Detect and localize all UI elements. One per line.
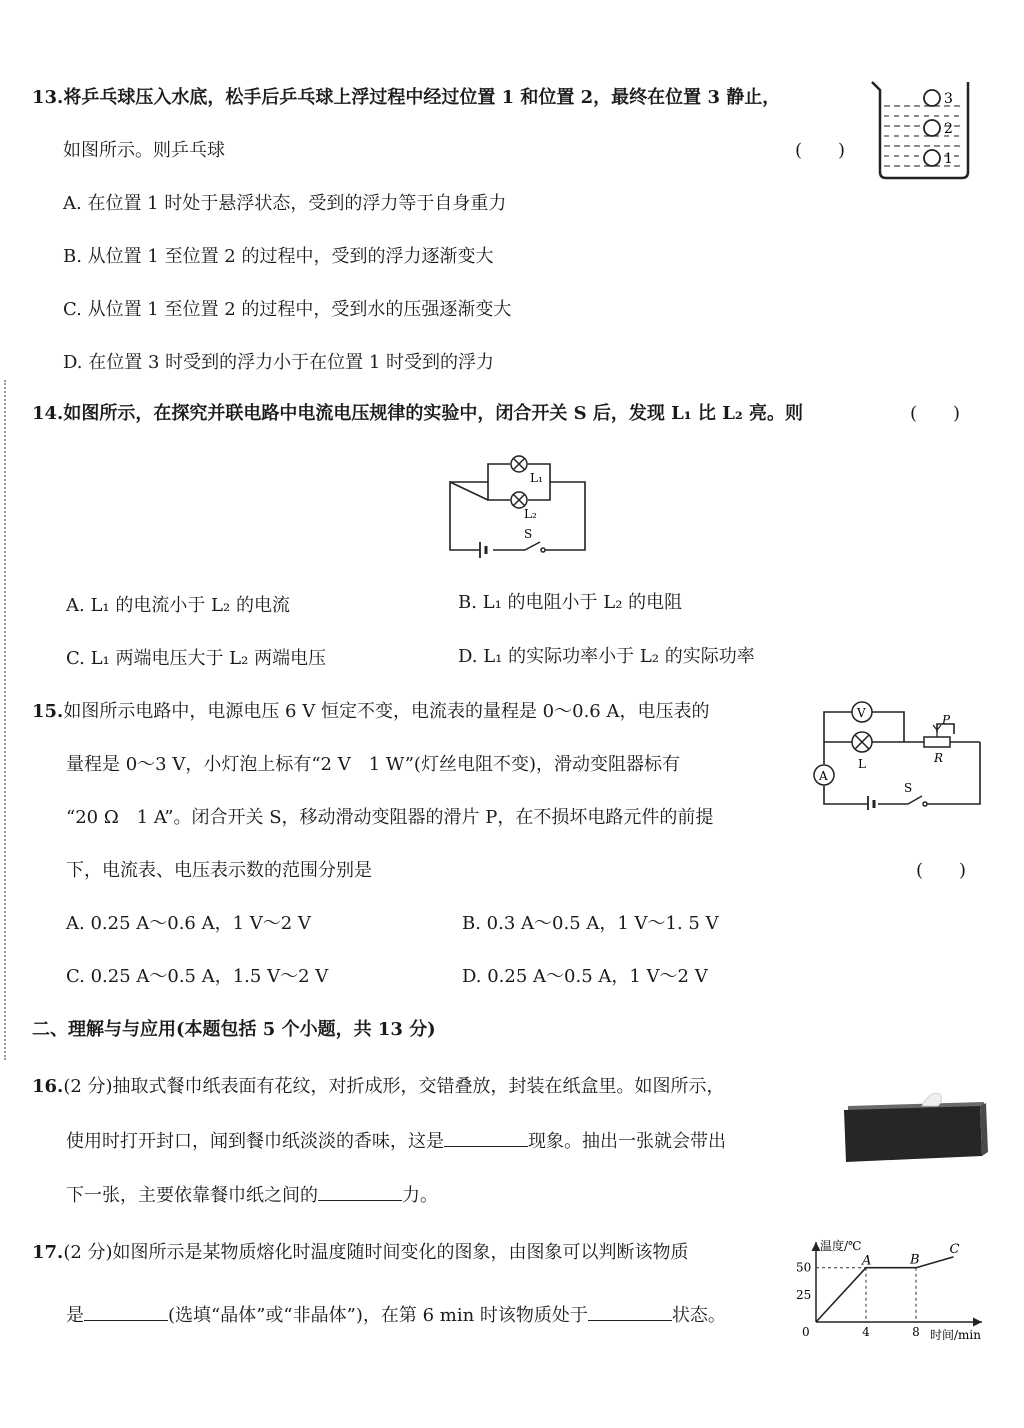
label-2: 2 (944, 121, 953, 137)
q16-text-line2a: 使用时打开封口，闻到餐巾纸淡淡的香味，这是 (66, 1131, 444, 1152)
q15-circuit-figure (806, 694, 986, 810)
rheostat-label: R (934, 751, 944, 765)
q15-option-d: D. 0.25 A～0.5 A，1 V～2 V (462, 966, 708, 987)
lamp-label: L (858, 757, 866, 771)
point-label-c: C (949, 1241, 960, 1257)
q17-text-line1: (2 分)如图所示是某物质熔化时温度随时间变化的图象，由图象可以判断该物质 (63, 1242, 689, 1263)
series-line (816, 1257, 954, 1322)
x-tick-4: 4 (862, 1325, 870, 1339)
q16-text-line1: (2 分)抽取式餐巾纸表面有花纹，对折成形，交错叠放，封装在纸盒里。如图所示， (63, 1076, 725, 1097)
q15-option-a: A. 0.25 A～0.6 A，1 V～2 V (66, 913, 311, 934)
q14-option-c: C. L₁ 两端电压大于 L₂ 两端电压 (66, 648, 327, 669)
lamp-l2 (511, 492, 527, 508)
q17-blank-2[interactable] (588, 1302, 672, 1321)
ball-position-2 (924, 120, 940, 136)
label-1: 1 (944, 151, 953, 167)
q17-blank-1[interactable] (84, 1302, 168, 1321)
q13-beaker-figure (866, 76, 976, 186)
label-3: 3 (944, 91, 953, 107)
switch-s (908, 796, 927, 806)
voltmeter-label: V (857, 706, 866, 720)
q16-blank-2[interactable] (318, 1182, 402, 1201)
slider-label: P (942, 713, 951, 727)
q16-line2 (66, 1128, 726, 1154)
q13-option-c: C. 从位置 1 至位置 2 的过程中，受到水的压强逐渐变大 (63, 299, 512, 320)
switch-label: S (904, 781, 913, 795)
q13-stem-line1: 将乒乓球压入水底，松手后乒乓球上浮过程中经过位置 1 和位置 2，最终在位置 3 静止， (63, 87, 781, 108)
q14-option-b: B. L₁ 的电阻小于 L₂ 的电阻 (458, 592, 683, 613)
label-l1: L₁ (530, 471, 543, 485)
q13-stem-line2: 如图所示。则乒乓球 (63, 140, 225, 161)
q15-stem-line2: 量程是 0～3 V，小灯泡上标有“2 V 1 W”(灯丝电阻不变)，滑动变阻器标有 (66, 754, 680, 775)
q17-line2 (66, 1302, 726, 1328)
point-label-b: B (910, 1252, 920, 1268)
q15-stem-line1: 如图所示电路中，电源电压 6 V 恒定不变，电流表的量程是 0～0.6 A，电压表的 (63, 701, 710, 722)
q13-option-d: D. 在位置 3 时受到的浮力小于在位置 1 时受到的浮力 (63, 352, 495, 373)
q17-line1 (32, 1241, 689, 1265)
q14-circuit-figure (440, 450, 600, 560)
q16-line1 (32, 1075, 725, 1099)
ammeter-label: A (819, 769, 828, 783)
q14-line1 (32, 402, 803, 426)
q15-number: 15. (32, 701, 64, 722)
ball-position-1 (924, 150, 940, 166)
margin-dotted-line (4, 380, 6, 1060)
lamp-l1 (511, 456, 527, 472)
q13-line1 (32, 86, 780, 110)
q17-text-line2a: 是 (66, 1305, 84, 1326)
q17-text-line2b: (选填“晶体”或“非晶体”)，在第 6 min 时该物质处于 (168, 1305, 588, 1326)
label-l2: L₂ (524, 507, 537, 521)
wire-outer (450, 482, 488, 550)
q15-stem-line4: 下，电流表、电压表示数的范围分别是 (66, 860, 372, 881)
q15-option-b: B. 0.3 A～0.5 A，1 V～1. 5 V (462, 913, 719, 934)
q16-text-line2b: 现象。抽出一张就会带出 (528, 1131, 726, 1152)
tissue-box-front (844, 1106, 982, 1162)
point-label-a: A (862, 1253, 872, 1269)
lamp-l (852, 732, 872, 752)
label-s: S (524, 527, 533, 541)
battery (480, 542, 486, 558)
q16-tissue-box-figure (840, 1088, 990, 1166)
q15-option-c: C. 0.25 A～0.5 A，1.5 V～2 V (66, 966, 329, 987)
q15-answer-bracket: ( ) (916, 860, 967, 881)
q16-number: 16. (32, 1076, 64, 1097)
rheostat (924, 737, 950, 747)
q17-number: 17. (32, 1242, 64, 1263)
y-tick-50: 50 (796, 1260, 812, 1275)
ball-position-3 (924, 90, 940, 106)
q15-stem-line3: “20 Ω 1 A”。闭合开关 S，移动滑动变阻器的滑片 P，在不损坏电路元件的前提 (66, 807, 714, 828)
q14-answer-bracket: ( ) (910, 403, 961, 424)
x-axis-label: 时间/min (930, 1328, 981, 1342)
q13-number: 13. (32, 87, 64, 108)
q16-text-line3b: 力。 (402, 1185, 438, 1206)
q13-answer-bracket: ( ) (795, 140, 846, 161)
switch-s (525, 542, 545, 552)
q14-stem: 如图所示，在探究并联电路中电流电压规律的实验中，闭合开关 S 后，发现 L₁ 比 L₂ 亮。则 (63, 403, 804, 424)
battery (868, 796, 874, 810)
x-tick-8: 8 (912, 1325, 920, 1339)
q17-text-line2c: 状态。 (671, 1305, 726, 1326)
q16-text-line3a: 下一张，主要依靠餐巾纸之间的 (66, 1185, 318, 1206)
x-tick-0: 0 (802, 1325, 810, 1339)
q13-option-b: B. 从位置 1 至位置 2 的过程中，受到的浮力逐渐变大 (63, 246, 494, 267)
q14-option-a: A. L₁ 的电流小于 L₂ 的电流 (66, 595, 290, 616)
q13-option-a: A. 在位置 1 时处于悬浮状态，受到的浮力等于自身重力 (63, 193, 507, 214)
y-tick-25: 25 (796, 1287, 812, 1302)
y-axis-label: 温度/℃ (820, 1239, 862, 1253)
tissue-paper (922, 1093, 942, 1106)
q14-number: 14. (32, 403, 64, 424)
q15-line1 (32, 700, 709, 724)
q16-line3 (66, 1182, 438, 1208)
q16-blank-1[interactable] (444, 1128, 528, 1147)
beaker-outline (872, 82, 968, 178)
section2-title: 二、理解与与应用(本题包括 5 个小题，共 13 分) (32, 1019, 436, 1040)
q17-melting-chart (794, 1232, 1000, 1342)
q14-option-d: D. L₁ 的实际功率小于 L₂ 的实际功率 (458, 646, 755, 667)
